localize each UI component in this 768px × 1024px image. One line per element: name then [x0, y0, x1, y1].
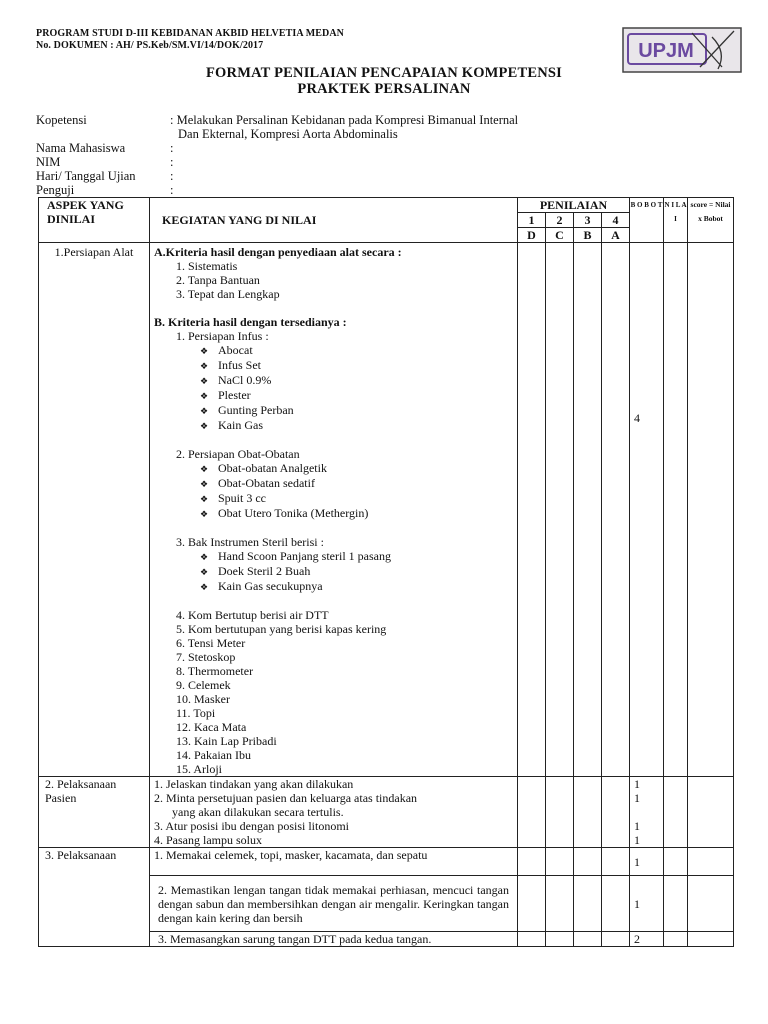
- bak-item-label: Hand Scoon Panjang steril 1 pasang: [218, 549, 391, 563]
- aspek-persiapan-alat: 1.Persiapan Alat: [39, 243, 150, 777]
- infus-item-label: Infus Set: [218, 358, 261, 372]
- kompetensi-label: Kopetensi: [36, 113, 87, 127]
- obat-item: [154, 506, 513, 521]
- bullet-icon: ❖: [200, 421, 209, 431]
- equipment-item: 10. Masker: [176, 692, 230, 706]
- cell-nilai[interactable]: [664, 876, 688, 932]
- equipment-item: 15. Arloji: [176, 762, 223, 776]
- equipment-item: 12. Kaca Mata: [176, 720, 247, 734]
- aspek-pelaksanaan-pasien: 2. Pelaksanaan Pasien: [39, 777, 150, 848]
- cell-score-2[interactable]: [546, 932, 574, 947]
- nim-colon: :: [170, 155, 174, 169]
- kegiatan-pelaksanaan-2: 2. Memastikan lengan tangan tidak memakai perhiasan, mencuci tangan dengan sabun dan membersihkan dengan air mengalir. Keringkan tangan dengan kain kering dan bersih: [150, 876, 518, 932]
- equipment-item: 13. Kain Lap Pribadi: [176, 734, 277, 748]
- obat-item-label: Spuit 3 cc: [218, 491, 266, 505]
- bobot-value: 1: [630, 876, 664, 932]
- bobot-list: [630, 777, 664, 848]
- form-title: FORMAT PENILAIAN PENCAPAIAN KOMPETENSI: [205, 65, 563, 81]
- cell-score-4[interactable]: [602, 848, 630, 876]
- infus-heading: 1. Persiapan Infus :: [176, 329, 269, 343]
- cell-score-4[interactable]: [602, 243, 630, 777]
- svg-text:UPJM: UPJM: [638, 40, 694, 62]
- bobot-value: 1: [634, 833, 641, 847]
- obat-item-label: Obat-Obatan sedatif: [218, 476, 315, 490]
- grade-a: A: [602, 228, 630, 243]
- score-3: 3: [574, 213, 602, 228]
- header-nilai: N I L A I: [664, 198, 688, 243]
- assessment-table: [38, 197, 734, 947]
- cell-score-2[interactable]: [546, 876, 574, 932]
- equipment-item: 7. Stetoskop: [176, 650, 236, 664]
- cell-score-4[interactable]: [602, 777, 630, 848]
- criteria-a-item: 2. Tanpa Bantuan: [176, 273, 260, 287]
- nim-label: NIM: [36, 155, 61, 169]
- bullet-icon: ❖: [200, 406, 209, 416]
- cell-score-1[interactable]: [518, 848, 546, 876]
- header-bobot: B O B O T: [630, 198, 664, 243]
- bullet-icon: ❖: [200, 376, 209, 386]
- pasien-item: 2. Minta persetujuan pasien dan keluarga atas tindakan: [154, 791, 418, 805]
- infus-item: [154, 343, 513, 358]
- bullet-icon: ❖: [200, 509, 209, 519]
- cell-score-2[interactable]: [546, 848, 574, 876]
- header-kegiatan: KEGIATAN YANG DI NILAI: [150, 198, 518, 243]
- program-header: PROGRAM STUDI D-III KEBIDANAN AKBID HELVETIA MEDAN: [36, 28, 345, 39]
- cell-score-total[interactable]: [688, 777, 734, 848]
- kegiatan-pelaksanaan-3: 3. Memasangkan sarung tangan DTT pada kedua tangan.: [150, 932, 518, 947]
- cell-score-total[interactable]: [688, 848, 734, 876]
- equipment-item: 6. Tensi Meter: [176, 636, 246, 650]
- cell-score-1[interactable]: [518, 243, 546, 777]
- hari-label: Hari/ Tanggal Ujian: [36, 169, 136, 183]
- cell-score-total[interactable]: [688, 932, 734, 947]
- kompetensi-value-cont: Dan Ekternal, Kompresi Aorta Abdominalis: [178, 127, 398, 141]
- bobot-value: 1: [630, 848, 664, 876]
- pasien-item: 4. Pasang lampu solux: [154, 833, 262, 847]
- equipment-item: 11. Topi: [176, 706, 216, 720]
- document-number: No. DOKUMEN : AH/ PS.Keb/SM.VI/14/DOK/2017: [36, 40, 264, 51]
- nama-colon: :: [170, 141, 174, 155]
- infus-item: [154, 388, 513, 403]
- obat-item-label: Obat Utero Tonika (Methergin): [218, 506, 369, 520]
- obat-item: [154, 476, 513, 491]
- bullet-icon: ❖: [200, 552, 209, 562]
- cell-score-total[interactable]: [688, 243, 734, 777]
- infus-item: [154, 403, 513, 418]
- infus-item-label: Plester: [218, 388, 251, 402]
- equipment-item: 5. Kom bertutupan yang berisi kapas kering: [176, 622, 387, 636]
- cell-score-3[interactable]: [574, 243, 602, 777]
- header-aspek: ASPEK YANG DINILAI: [39, 198, 150, 243]
- kompetensi-value: : Melakukan Persalinan Kebidanan pada Kompresi Bimanual Internal: [170, 113, 519, 127]
- infus-item-label: Kain Gas: [218, 418, 263, 432]
- hari-colon: :: [170, 169, 174, 183]
- bullet-icon: ❖: [200, 346, 209, 356]
- bak-item: [154, 549, 513, 564]
- cell-score-1[interactable]: [518, 932, 546, 947]
- infus-item-label: Gunting Perban: [218, 403, 294, 417]
- criteria-a-item: 1. Sistematis: [176, 259, 238, 273]
- nama-label: Nama Mahasiswa: [36, 141, 126, 155]
- grade-c: C: [546, 228, 574, 243]
- bobot-value: 4: [630, 243, 664, 777]
- kegiatan-persiapan-alat: [150, 243, 518, 777]
- bobot-value: 1: [634, 791, 641, 805]
- kegiatan-pelaksanaan-pasien: [150, 777, 518, 848]
- cell-score-1[interactable]: [518, 777, 546, 848]
- cell-nilai[interactable]: [664, 777, 688, 848]
- pasien-item-cont: yang akan dilakukan secara tertulis.: [172, 805, 344, 819]
- header-penilaian: PENILAIAN: [518, 198, 630, 213]
- header-score: score = Nilai x Bobot: [688, 198, 734, 243]
- bobot-value: 1: [634, 777, 641, 791]
- infus-item-label: NaCl 0.9%: [218, 373, 272, 387]
- bullet-icon: ❖: [200, 361, 209, 371]
- criteria-b-heading: B. Kriteria hasil dengan tersedianya :: [154, 315, 347, 329]
- cell-score-total[interactable]: [688, 876, 734, 932]
- grade-b: B: [574, 228, 602, 243]
- obat-heading: 2. Persiapan Obat-Obatan: [176, 447, 300, 461]
- cell-score-1[interactable]: [518, 876, 546, 932]
- cell-score-3[interactable]: [574, 932, 602, 947]
- cell-score-4[interactable]: [602, 876, 630, 932]
- cell-score-3[interactable]: [574, 848, 602, 876]
- equipment-item: 9. Celemek: [176, 678, 231, 692]
- bak-item-label: Doek Steril 2 Buah: [218, 564, 311, 578]
- bullet-icon: ❖: [200, 391, 209, 401]
- obat-item: [154, 491, 513, 506]
- equipment-item: 14. Pakaian Ibu: [176, 748, 251, 762]
- criteria-a-heading: A.Kriteria hasil dengan penyediaan alat secara :: [154, 245, 402, 259]
- cell-nilai[interactable]: [664, 848, 688, 876]
- cell-nilai[interactable]: [664, 243, 688, 777]
- bullet-icon: ❖: [200, 494, 209, 504]
- cell-score-2[interactable]: [546, 243, 574, 777]
- bullet-icon: ❖: [200, 479, 209, 489]
- penguji-colon: :: [170, 183, 174, 197]
- bullet-icon: ❖: [200, 464, 209, 474]
- aspek-pelaksanaan: 3. Pelaksanaan: [39, 848, 150, 947]
- bobot-value: 2: [630, 932, 664, 947]
- pasien-item: 3. Atur posisi ibu dengan posisi litonomi: [154, 819, 350, 833]
- infus-item-label: Abocat: [218, 343, 253, 357]
- bak-item: [154, 579, 513, 594]
- grade-d: D: [518, 228, 546, 243]
- cell-score-3[interactable]: [574, 876, 602, 932]
- equipment-item: 4. Kom Bertutup berisi air DTT: [176, 608, 329, 622]
- cell-score-2[interactable]: [546, 777, 574, 848]
- bak-item: [154, 564, 513, 579]
- infus-item: [154, 358, 513, 373]
- infus-item: [154, 418, 513, 433]
- equipment-item: 8. Thermometer: [176, 664, 254, 678]
- cell-nilai[interactable]: [664, 932, 688, 947]
- score-4: 4: [602, 213, 630, 228]
- pasien-item: 1. Jelaskan tindakan yang akan dilakukan: [154, 777, 354, 791]
- obat-item: [154, 461, 513, 476]
- bullet-icon: ❖: [200, 567, 209, 577]
- cell-score-4[interactable]: [602, 932, 630, 947]
- score-2: 2: [546, 213, 574, 228]
- form-subtitle: PRAKTEK PERSALINAN: [297, 81, 471, 97]
- kegiatan-pelaksanaan-1: 1. Memakai celemek, topi, masker, kacamata, dan sepatu: [150, 848, 518, 876]
- infus-item: [154, 373, 513, 388]
- bak-item-label: Kain Gas secukupnya: [218, 579, 323, 593]
- penguji-label: Penguji: [36, 183, 75, 197]
- bak-heading: 3. Bak Instrumen Steril berisi :: [176, 535, 324, 549]
- score-1: 1: [518, 213, 546, 228]
- criteria-a-item: 3. Tepat dan Lengkap: [176, 287, 280, 301]
- bobot-value: 1: [634, 819, 641, 833]
- bullet-icon: ❖: [200, 582, 209, 592]
- obat-item-label: Obat-obatan Analgetik: [218, 461, 327, 475]
- cell-score-3[interactable]: [574, 777, 602, 848]
